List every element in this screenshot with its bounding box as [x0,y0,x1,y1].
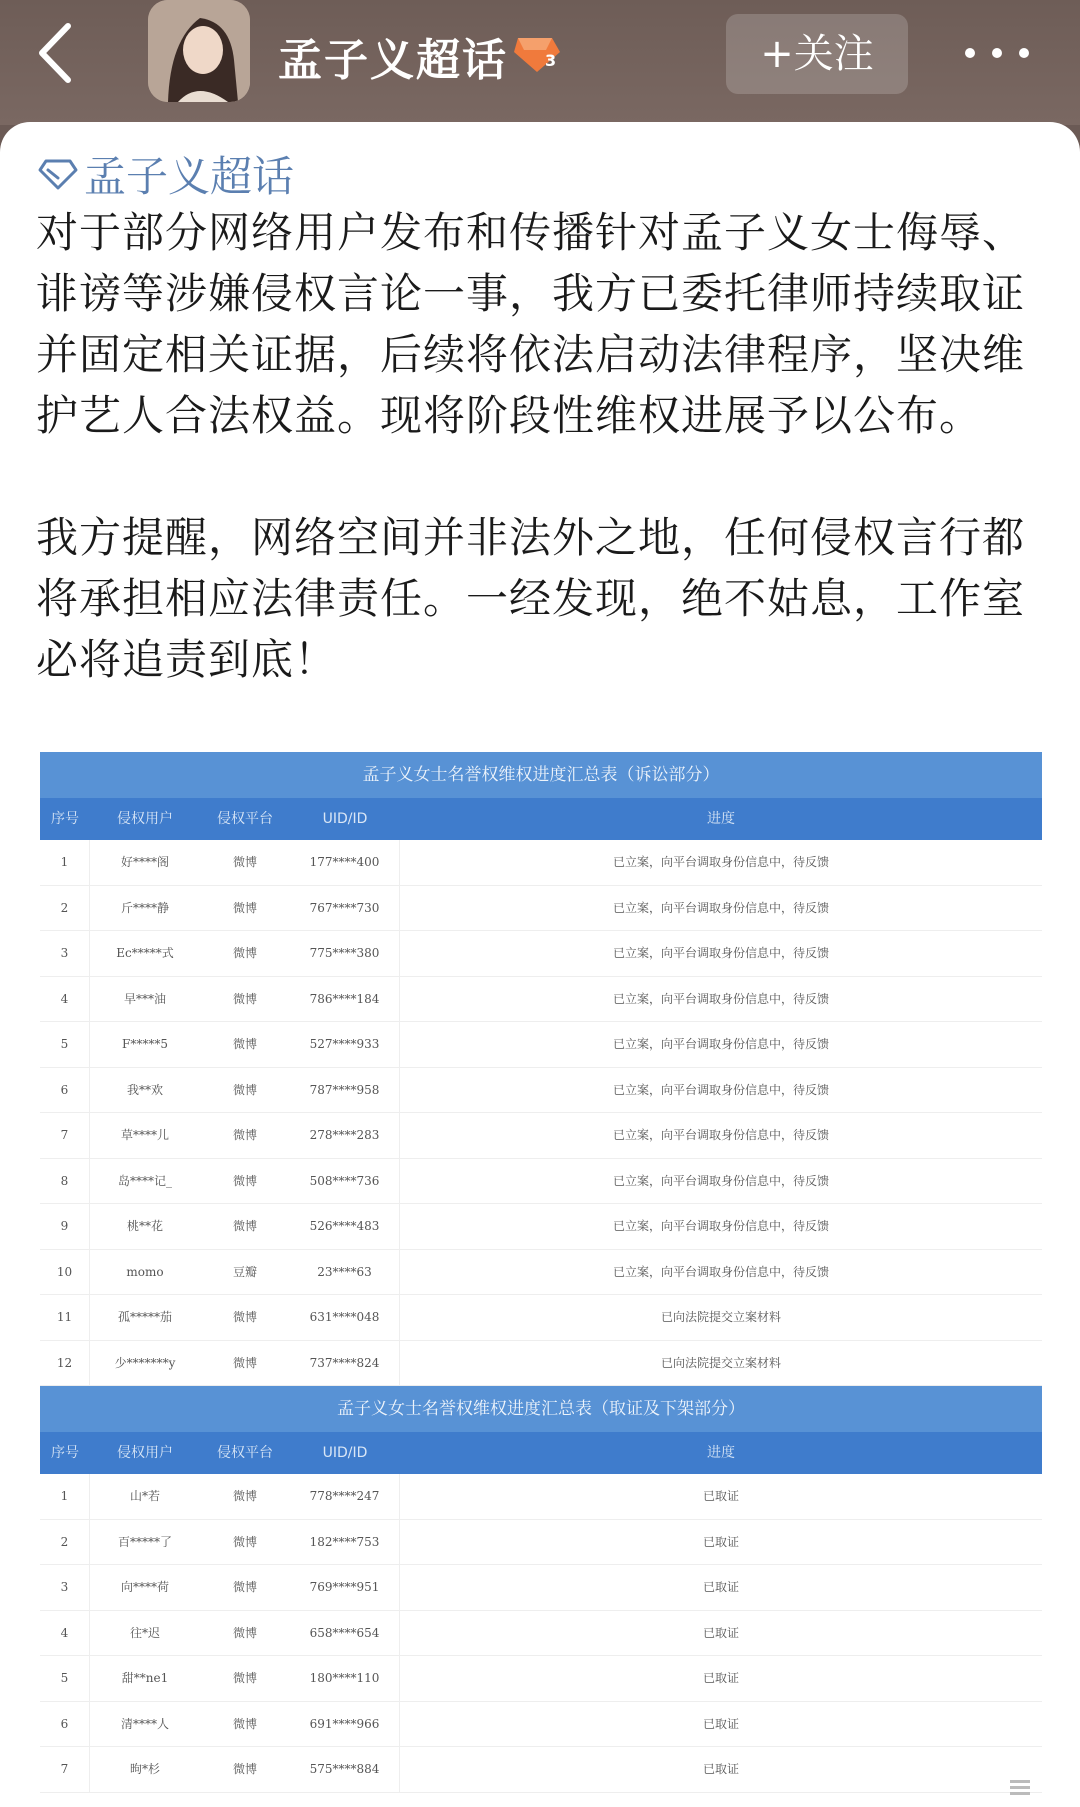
table-title: 孟子义女士名誉权维权进度汇总表（取证及下架部分） [40,1386,1042,1432]
table-cell: 微博 [232,1173,257,1188]
table-cell: 5 [40,1022,90,1067]
table-cell: 526****483 [290,1204,400,1249]
table-cell: 微博 [232,1310,257,1324]
table-cell: 已立案，向平台调取身份信息中，待反馈 [612,900,829,915]
table-cell: 好****阁 [120,855,169,869]
post-card [0,122,1080,1807]
table-cell: 508****736 [290,1159,400,1204]
table-cell: 已立案，向平台调取身份信息中，待反馈 [612,946,829,960]
table-cell: 2 [40,886,90,931]
post-paragraph: 我方提醒，网络空间并非法外之地，任何侵权言行都将承担相应法律责任。一经发现，绝不姑息，工作室必将追责到底！ [36,513,1026,684]
table-cell: 微博 [232,1219,257,1233]
table-header-row [40,1432,1042,1474]
table-cell: 斤****静 [120,900,169,915]
table-cell: 微博 [232,1625,257,1640]
table-cell: 23****63 [290,1250,400,1295]
table-cell: 微博 [232,855,257,869]
table-cell: 9 [40,1204,90,1249]
table-row [40,1520,1042,1566]
watermark-icon [1008,1775,1032,1799]
table-row [40,886,1042,932]
table-cell: 737****824 [290,1341,400,1386]
table-cell: 775****380 [290,931,400,976]
table-row [40,1656,1042,1702]
table-cell: 已取证 [702,1762,739,1776]
table-cell: 278****283 [290,1113,400,1158]
avatar-photo [148,0,250,102]
table-cell: 1 [40,1474,90,1519]
table-row [40,1068,1042,1114]
table-row [40,840,1042,886]
table-cell: 微博 [232,1580,257,1594]
table-header-row [40,798,1042,840]
table-cell: 微博 [232,1671,257,1685]
table-row [40,931,1042,977]
table-row [40,1204,1042,1250]
table-cell: 微博 [232,1716,257,1731]
more-dots-icon [962,38,1032,68]
table-cell: 已取证 [702,1625,739,1640]
table-cell: 微博 [232,1037,257,1051]
column-header: UID/ID [322,811,368,827]
back-arrow-icon [30,18,90,88]
table-cell: 2 [40,1520,90,1565]
table-cell: 631****048 [290,1295,400,1340]
table-cell: 豆瓣 [232,1264,257,1279]
column-header: 进度 [707,811,735,827]
table-cell: 百*****了 [117,1534,172,1549]
table-cell: 7 [40,1113,90,1158]
super-topic-level-badge-icon [512,30,562,74]
svg-text:3: 3 [545,51,557,70]
table-row [40,1113,1042,1159]
table-cell: 山*若 [129,1489,160,1503]
table-cell: 8 [40,1159,90,1204]
table-cell: 孤*****茄 [117,1310,172,1324]
table-cell: 微博 [232,1762,257,1776]
table-cell: 575****884 [290,1747,400,1792]
diamond-topic-icon [38,157,78,191]
table-cell: 微博 [232,946,257,960]
table-cell: 已取证 [702,1671,739,1685]
table-row [40,1565,1042,1611]
table-row [40,1474,1042,1520]
table-cell: 往*迟 [129,1625,160,1640]
table-cell: 岛****记_ [117,1173,172,1188]
table-cell: 767****730 [290,886,400,931]
table-cell: 786****184 [290,977,400,1022]
topic-label: 孟子义超话 [84,152,295,201]
table-cell: 微博 [232,991,257,1006]
table-cell: 658****654 [290,1611,400,1656]
table-evidence [40,1386,1042,1793]
column-header: 序号 [51,1445,79,1461]
top-nav-bar [0,0,1080,125]
table-cell: 6 [40,1068,90,1113]
table-row [40,1611,1042,1657]
table-cell: 1 [40,840,90,885]
table-cell: 已立案，向平台调取身份信息中，待反馈 [612,1173,829,1188]
table-cell: 草****儿 [120,1128,169,1142]
table-cell: 180****110 [290,1656,400,1701]
table-cell: 已向法院提交立案材料 [660,1355,781,1370]
table-cell: 已立案，向平台调取身份信息中，待反馈 [612,1128,829,1142]
table-cell: 微博 [232,1489,257,1503]
table-cell: 3 [40,1565,90,1610]
avatar[interactable] [148,0,250,102]
table-cell: 已立案，向平台调取身份信息中，待反馈 [612,1037,829,1051]
table-cell: 微博 [232,1534,257,1549]
table-cell: 少*******y [114,1355,176,1370]
table-row [40,1159,1042,1205]
table-litigation [40,752,1042,1386]
table-cell: 10 [40,1250,90,1295]
table-cell: 微博 [232,1355,257,1370]
table-row [40,1022,1042,1068]
table-cell: 桃**花 [126,1219,163,1233]
table-cell: 7 [40,1747,90,1792]
column-header: 侵权平台 [217,1445,273,1461]
table-cell: 787****958 [290,1068,400,1113]
follow-button[interactable]: +关注 [726,14,908,94]
table-cell: 已取证 [702,1489,739,1503]
column-header: UID/ID [322,1445,368,1461]
table-cell: 已立案，向平台调取身份信息中，待反馈 [612,1264,829,1279]
table-cell: 已取证 [702,1580,739,1594]
column-header: 进度 [707,1445,735,1461]
table-cell: 4 [40,1611,90,1656]
table-cell: 778****247 [290,1474,400,1519]
table-cell: 769****951 [290,1565,400,1610]
table-row [40,1250,1042,1296]
table-cell: 甜**ne1 [121,1671,169,1685]
table-cell: F*****5 [122,1037,168,1051]
back-button[interactable] [30,18,90,88]
table-cell: 已立案，向平台调取身份信息中，待反馈 [612,1219,829,1233]
table-cell: 6 [40,1702,90,1747]
column-header: 序号 [51,811,79,827]
column-header: 侵权用户 [117,811,173,827]
table-cell: 微博 [232,900,257,915]
post-body [36,202,1046,690]
table-cell: 已立案，向平台调取身份信息中，待反馈 [612,1082,829,1097]
table-cell: 11 [40,1295,90,1340]
table-cell: 527****933 [290,1022,400,1067]
table-cell: 早***油 [123,991,166,1006]
table-cell: 向****荷 [120,1580,169,1594]
table-row [40,977,1042,1023]
table-cell: 5 [40,1656,90,1701]
table-title: 孟子义女士名誉权维权进度汇总表（诉讼部分） [40,752,1042,798]
column-header: 侵权用户 [117,1445,173,1461]
table-cell: 12 [40,1341,90,1386]
table-cell: 4 [40,977,90,1022]
table-cell: 182****753 [290,1520,400,1565]
table-cell: 177****400 [290,840,400,885]
table-cell: 已向法院提交立案材料 [660,1310,781,1324]
attached-image[interactable] [40,752,1042,1807]
table-cell: 已取证 [702,1716,739,1731]
table-cell: 已立案，向平台调取身份信息中，待反馈 [612,855,829,869]
table-cell: 清****人 [120,1716,169,1731]
table-cell: 微博 [232,1128,257,1142]
page-title: 孟子义超话 [278,35,508,86]
table-cell: 3 [40,931,90,976]
more-button[interactable] [962,38,1032,68]
topic-link[interactable] [38,144,294,204]
table-row [40,1702,1042,1748]
table-cell: momo [126,1264,164,1279]
table-cell: 已立案，向平台调取身份信息中，待反馈 [612,991,829,1006]
table-row [40,1295,1042,1341]
table-row [40,1747,1042,1793]
table-cell: Ec*****式 [116,946,174,960]
table-cell: 691****966 [290,1702,400,1747]
table-cell: 微博 [232,1082,257,1097]
table-cell: 昫*杉 [129,1762,160,1776]
post-paragraph: 对于部分网络用户发布和传播针对孟子义女士侮辱、诽谤等涉嫌侵权言论一事，我方已委托律师持续取证并固定相关证据，后续将依法启动法律程序，坚决维护艺人合法权益。现将阶段性维权进展予以公布。 [36,208,1026,440]
table-row [40,1341,1042,1387]
table-cell: 我**欢 [126,1082,163,1097]
column-header: 侵权平台 [217,811,273,827]
table-cell: 已取证 [702,1534,739,1549]
